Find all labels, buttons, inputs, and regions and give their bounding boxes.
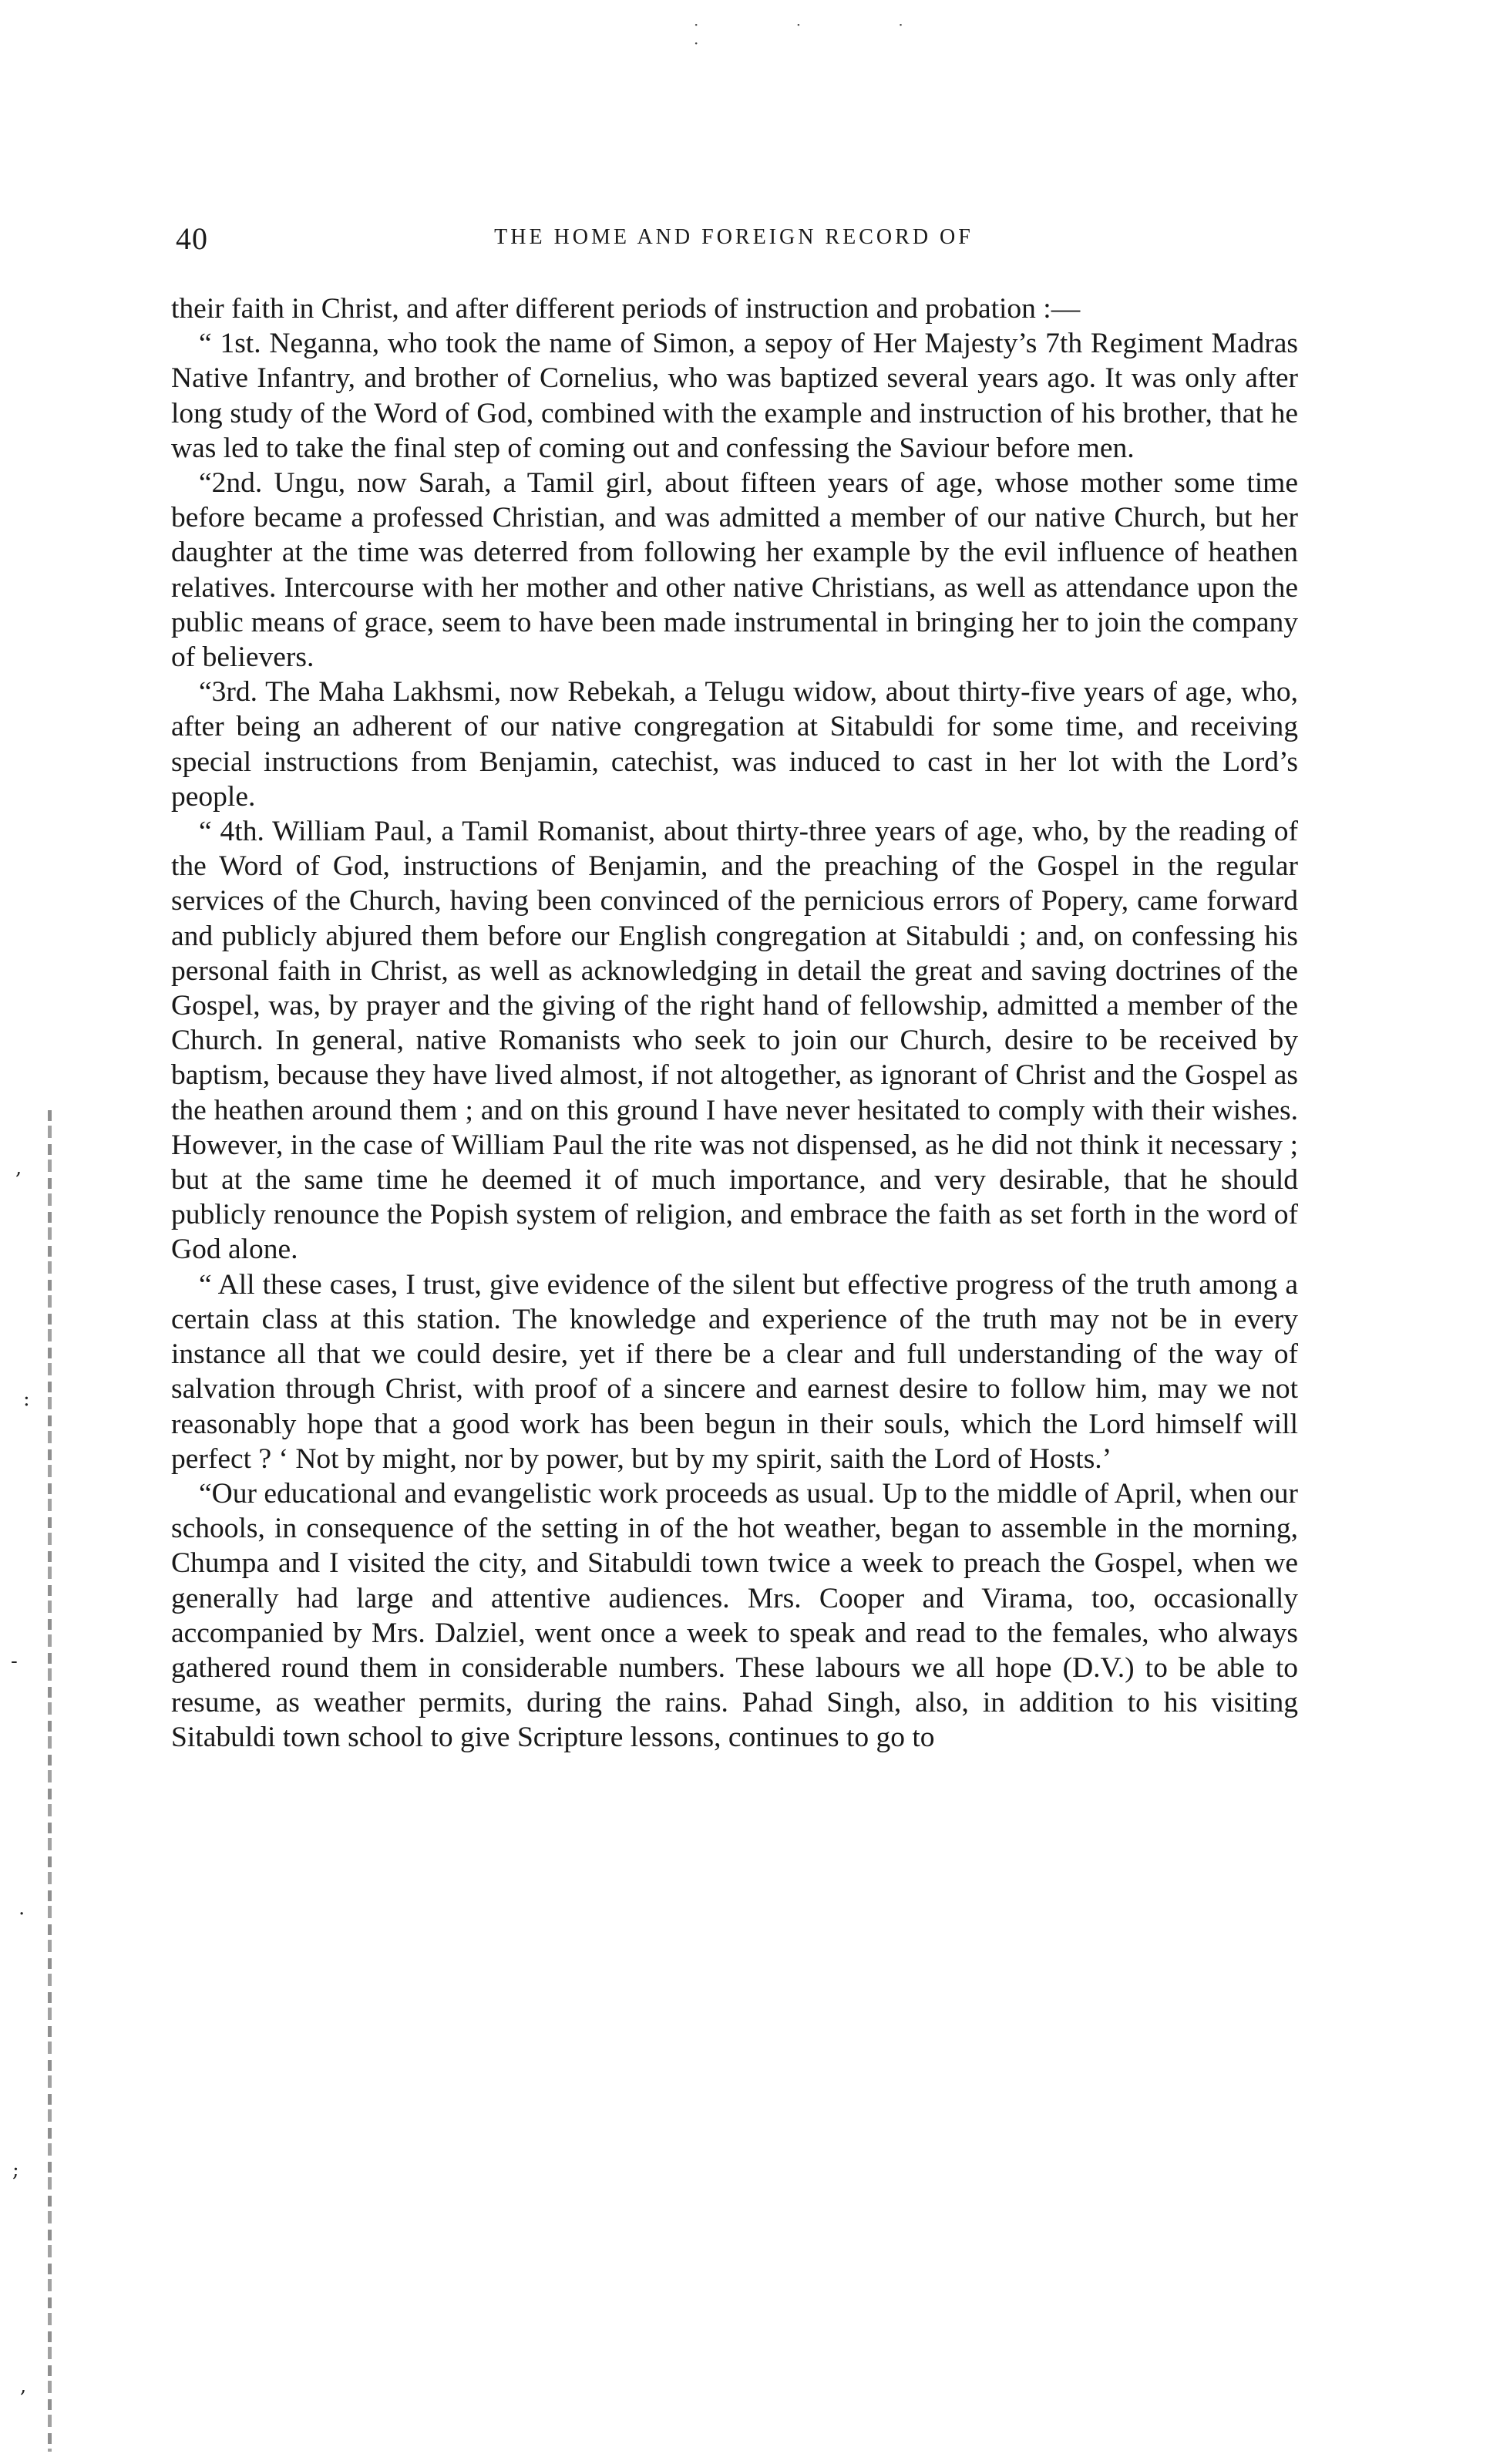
margin-speck: . — [18, 1897, 25, 1920]
paragraph-first-convert: “ 1st. Neganna, who took the name of Simon, a sepoy of Her Majesty’s 7th Regiment Madras Native Infantry, and brother of Cornelius, who was baptized several years ago. It was only after long study of the Word of God, combined with the example and instruction of his brother, that he was led to take the final step of coming out and confessing the Saviour before men. — [171, 328, 1298, 464]
running-head — [176, 220, 1292, 258]
paragraph-work: “Our educational and evangelistic work proceeds as usual. Up to the middle of April, when our schools, in consequence of the setting in of the hot weather, began to assemble in the morning, Chumpa and I visited the city, and Sitabuldi town twice a week to preach the Gospel, when we generally had large and attentive audiences. Mrs. Cooper and Virama, too, occasionally accompanied by Mrs. Dalziel, went once a week to speak and read to the females, who always gathered round them in considerable numbers. These labours we all hope (D.V.) to be able to resume, as weather permits, during the rains. Pahad Singh, also, in addition to his visiting Sitabuldi town school to give Scripture lessons, continues to go to — [171, 1477, 1298, 1754]
margin-speck: - — [11, 1650, 18, 1673]
paragraph-third-convert: “3rd. The Maha Lakhsmi, now Rebekah, a Telugu widow, about thirty-five years of age, who, after being an adherent of our native congregation at Sitabuldi for some time, and receiving special instructions from Benjamin, catechist, was induced to cast in her lot with the Lord’s people. — [171, 676, 1298, 813]
binding-edge — [48, 1110, 52, 2452]
binding-margin — [0, 1110, 69, 2452]
body-text — [171, 291, 1298, 1755]
margin-speck: , — [15, 1156, 22, 1180]
margin-speck: ; — [12, 2159, 19, 2182]
margin-speck: : — [23, 1388, 30, 1411]
print-specks: · · · · — [694, 15, 950, 52]
page-number: 40 — [176, 221, 208, 256]
running-title: THE HOME AND FOREIGN RECORD OF — [494, 225, 974, 249]
margin-speck: , — [20, 2375, 27, 2398]
paragraph-second-convert: “2nd. Ungu, now Sarah, a Tamil girl, about fifteen years of age, whose mother some time before became a professed Christian, and was admitted a member of our native Church, but her daughter at the time was deterred from following her example by the evil influence of heathen relatives. Intercourse with her mother and other native Christians, as well as attendance upon the public means of grace, seem to have been made instrumental in bringing her to join the company of believers. — [171, 467, 1298, 674]
paragraph-evidence: “ All these cases, I trust, give evidence of the silent but effective progress of the truth among a certain class at this station. The knowledge and experience of the truth may not be in every instance all that we could desire, yet if there be a clear and full understanding of the way of salvation through Christ, with proof of a sincere and earnest desire to follow him, may we not reasonably hope that a good work has been begun in their souls, which the Lord himself will perfect ? ‘ Not by might, nor by power, but by my spirit, saith the Lord of Hosts.’ — [171, 1268, 1298, 1475]
paragraph-intro: their faith in Christ, and after different periods of instruction and probation :— — [171, 293, 1081, 325]
paragraph-fourth-convert: “ 4th. William Paul, a Tamil Romanist, about thirty-three years of age, who, by the reading of the Word of God, instructions of Benjamin, and the preaching of the Gospel in the regular services of the Church, having been convinced of the pernicious errors of Popery, came forward and publicly abjured them before our English congregation at Sitabuldi ; and, on confessing his personal faith in Christ, as well as acknowledging in detail the great and saving doctrines of the Gospel, was, by prayer and the giving of the right hand of fellowship, admitted a member of the Church. In general, native Romanists who seek to join our Church, desire to be received by baptism, because they have lived almost, if not altogether, as ignorant of Christ and the Gospel as the heathen around them ; and on this ground I have never hesitated to comply with their wishes. However, in the case of William Paul the rite was not dispensed, as he did not think it necessary ; but at the same time he deemed it of much importance, and very desirable, that he should publicly renounce the Popish system of religion, and embrace the faith as set forth in the word of God alone. — [171, 816, 1298, 1266]
